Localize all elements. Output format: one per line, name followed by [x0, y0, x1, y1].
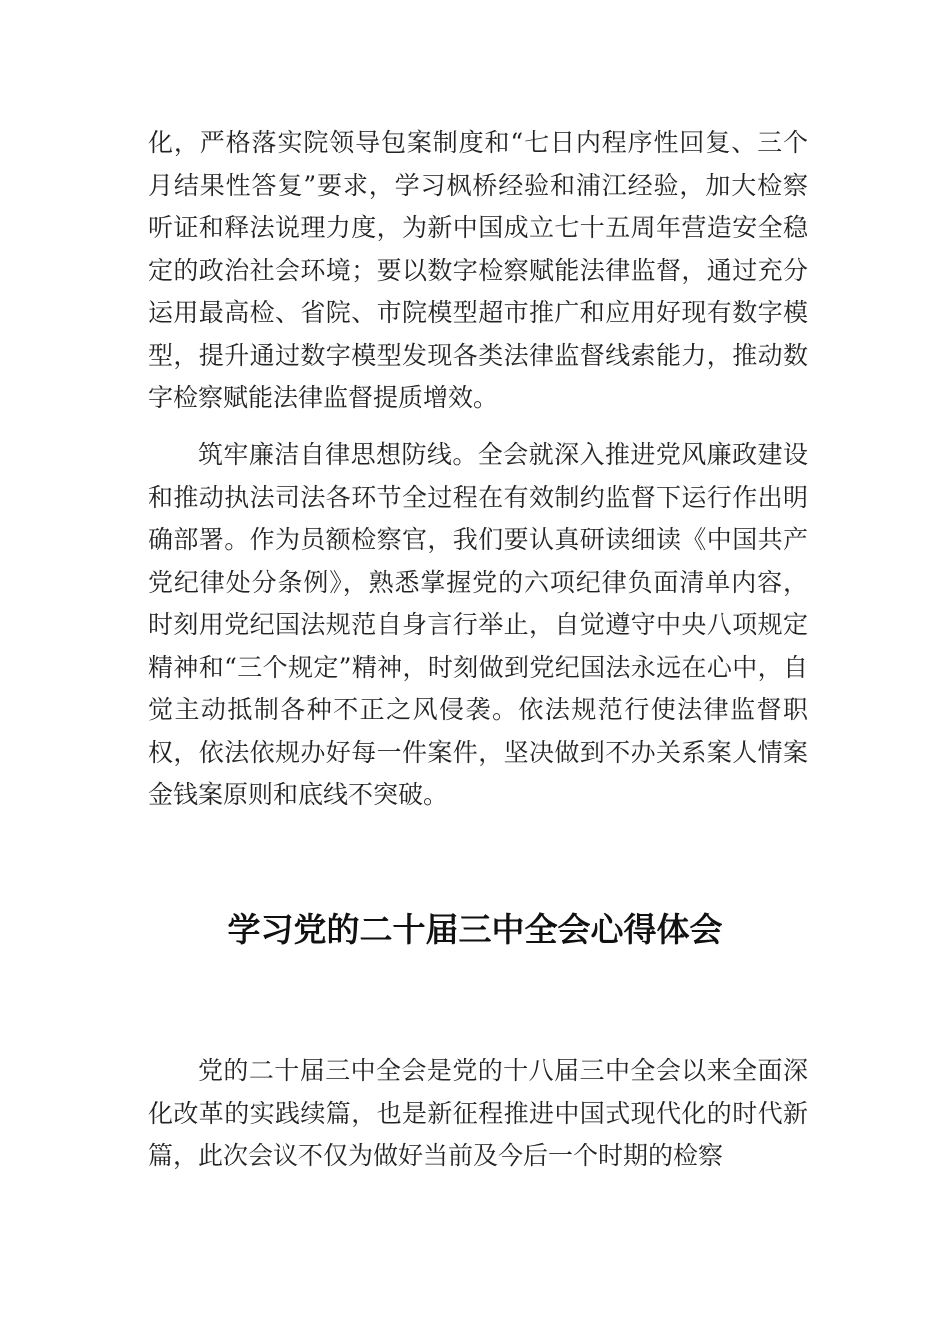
body-paragraph: 筑牢廉洁自律思想防线。全会就深入推进党风廉政建设和推动执法司法各环节全过程在有效制约监督下运行作出明确部署。作为员额检察官，我们要认真研读细读《中国共产党纪律处分条例》，熟悉掌握党的六项纪律负面清单内容，时刻用党纪国法规范自身言行举止，自觉遵守中央八项规定精神和“三个规定”精神，时刻做到党纪国法永远在心中，自觉主动抵制各种不正之风侵袭。依法规范行使法律监督职权，依法依规办好每一件案件，坚决做到不办关系案人情案金钱案原则和底线不突破。 [148, 440, 808, 809]
intro-paragraph: 党的二十届三中全会是党的十八届三中全会以来全面深化改革的实践续篇，也是新征程推进中国式现代化的时代新篇，此次会议不仅为做好当前及今后一个时期的检察 [148, 1056, 808, 1170]
section-title: 学习党的二十届三中全会心得体会 [227, 910, 723, 949]
body-paragraph: 化，严格落实院领导包案制度和“七日内程序性回复、三个月结果性答复”要求，学习枫桥经验和浦江经验，加大检察听证和释法说理力度，为新中国成立七十五周年营造安全稳定的政治社会环境；要以数字检察赋能法律监督，通过充分运用最高检、省院、市院模型超市推广和应用好现有数字模型，提升通过数字模型发现各类法律监督线索能力，推动数字检察赋能法律监督提质增效。 [148, 128, 808, 412]
